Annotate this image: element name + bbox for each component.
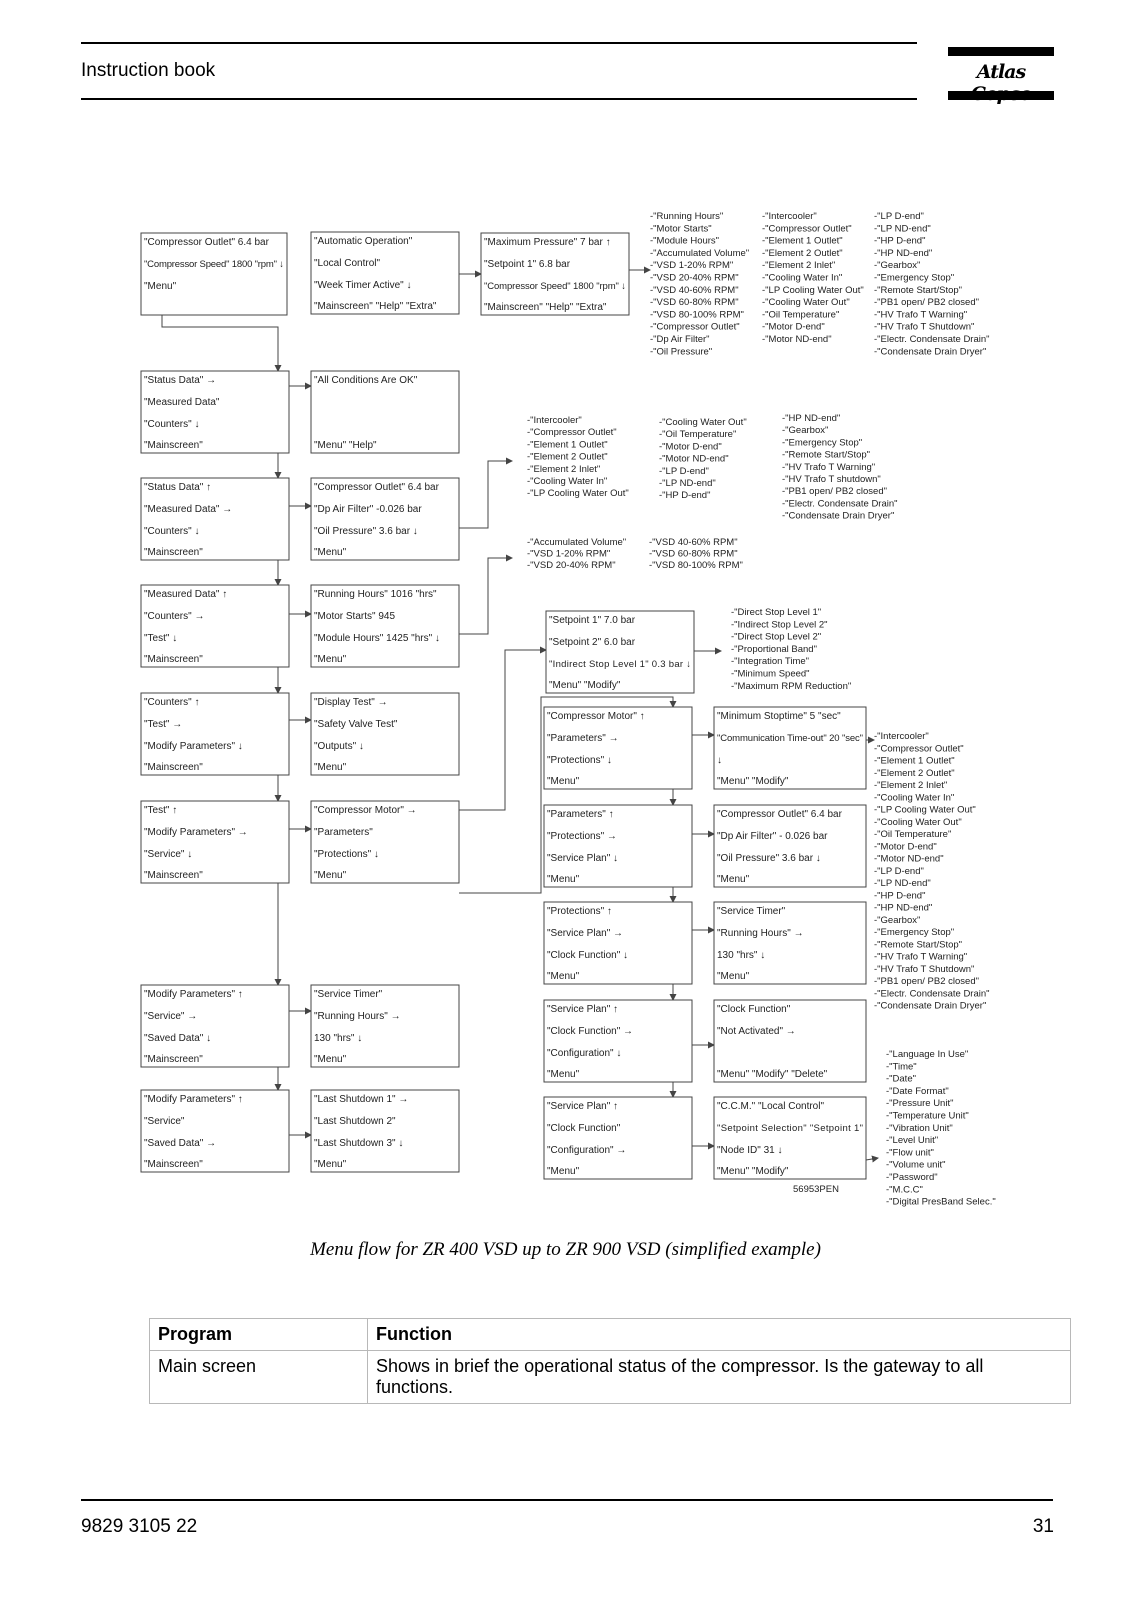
parameter-list-item: -"HP ND-end" — [782, 413, 841, 424]
screen-line: "Menu" — [547, 776, 580, 787]
screen-line: "Test" → — [144, 719, 183, 730]
parameter-list-item: -"LP ND-end" — [874, 223, 931, 235]
parameter-list-item: -"Gearbox" — [782, 425, 829, 437]
parameter-list-item: -"Electr. Condensate Drain" — [782, 498, 898, 510]
parameter-list — [650, 211, 749, 357]
parameter-list-item: -"Cooling Water In" — [527, 476, 608, 487]
menu-screen-box — [544, 805, 692, 887]
parameter-list — [874, 731, 990, 1012]
screen-line: "Measured Data" ↑ — [144, 589, 228, 600]
screen-line: "Service Timer" — [717, 906, 786, 917]
parameter-list-item: -"VSD 60-80% RPM" — [650, 297, 739, 309]
parameter-list-item: -"Motor Starts" — [650, 223, 712, 235]
screen-line: "Service" ↓ — [144, 849, 193, 860]
parameter-list-item: -"VSD 1-20% RPM" — [650, 260, 734, 272]
menu-screen-box — [141, 801, 289, 883]
parameter-list-item: -"Flow unit" — [886, 1147, 934, 1159]
screen-line: "Counters" ↑ — [144, 697, 200, 708]
parameter-list-item: -"LP Cooling Water Out" — [527, 488, 629, 500]
screen-line: "Last Shutdown 2" — [314, 1116, 396, 1127]
screen-line: "Compressor Outlet" 6.4 bar — [314, 482, 439, 493]
menu-screens — [141, 232, 866, 1179]
screen-line: "Menu" "Modify" — [549, 680, 621, 691]
parameter-list-item: -"LP ND-end" — [874, 878, 931, 889]
screen-line: "Outputs" ↓ — [314, 741, 364, 752]
parameter-list-item: -"HP D-end" — [874, 890, 926, 902]
parameter-list-item: -"Motor D-end" — [874, 841, 937, 853]
screen-line: "Compressor Motor" ↑ — [547, 711, 645, 722]
screen-line: "Menu" — [717, 971, 750, 982]
parameter-list — [782, 413, 898, 522]
table-cell-program: Main screen — [150, 1351, 368, 1404]
parameter-list-item: -"Proportional Band" — [731, 643, 817, 655]
screen-line: "Oil Pressure" 3.6 bar ↓ — [314, 526, 418, 537]
parameter-list-item: -"LP Cooling Water Out" — [874, 804, 976, 816]
screen-line: "Setpoint Selection" "Setpoint 1" — [717, 1123, 863, 1134]
parameter-list-item: -"Emergency Stop" — [782, 437, 863, 449]
parameter-list-item: -"Gearbox" — [874, 260, 921, 272]
screen-line: "Menu" — [314, 1054, 347, 1065]
parameter-list-item: -"VSD 60-80% RPM" — [649, 548, 738, 560]
parameter-list-item: -"Electr. Condensate Drain" — [874, 334, 990, 345]
screen-line: "Menu" — [314, 547, 347, 558]
parameter-list-item: -"Intercooler" — [874, 731, 929, 742]
screen-line: "Mainscreen" — [144, 547, 203, 558]
parameter-list-item: -"LP ND-end" — [659, 478, 716, 489]
parameter-list-item: -"Oil Temperature" — [762, 309, 840, 321]
document-number: 9829 3105 22 — [81, 1516, 198, 1537]
screen-line: "Mainscreen" — [144, 870, 203, 881]
screen-line: "Maximum Pressure" 7 bar ↑ — [484, 237, 611, 248]
menu-screen-box — [481, 233, 629, 315]
menu-screen-box — [714, 707, 866, 789]
parameter-list-item: -"HV Trafo T shutdown" — [782, 474, 881, 485]
screen-line: "Menu" — [547, 1166, 580, 1177]
screen-line: "Configuration" → — [547, 1145, 627, 1156]
screen-line: "Service Plan" ↓ — [547, 853, 619, 864]
parameter-list-item: -"Indirect Stop Level 2" — [731, 619, 828, 631]
screen-line: "Protections" ↓ — [314, 849, 379, 860]
screen-line: "Protections" ↓ — [547, 755, 612, 766]
parameter-list-item: -"VSD 40-60% RPM" — [649, 537, 738, 548]
screen-line: "Compressor Motor" → — [314, 805, 417, 816]
table-cell-function: Shows in brief the operational status of the compressor. Is the gateway to all functions. — [368, 1351, 1071, 1404]
screen-line: "Parameters" — [314, 827, 373, 838]
parameter-list-item: -"Maximum RPM Reduction" — [731, 680, 852, 692]
parameter-list-item: -"Remote Start/Stop" — [874, 939, 963, 951]
parameter-list-item: -"Language In Use" — [886, 1049, 969, 1060]
parameter-list-item: -"HV Trafo T Shutdown" — [874, 321, 975, 333]
parameter-list-item: -"Date" — [886, 1073, 916, 1085]
screen-line: "Saved Data" → — [144, 1138, 217, 1149]
parameter-list-item: -"VSD 80-100% RPM" — [649, 560, 743, 571]
screen-line: "Menu" — [314, 1159, 347, 1170]
parameter-list-item: -"Cooling Water Out" — [874, 816, 962, 828]
parameter-list-item: -"Element 2 Outlet" — [762, 247, 843, 259]
screen-line: "Menu" — [547, 971, 580, 982]
parameter-list-item: -"HV Trafo T Shutdown" — [874, 963, 975, 975]
parameter-list-item: -"Integration Time" — [731, 656, 810, 668]
parameter-list-item: -"Volume unit" — [886, 1159, 946, 1171]
menu-screen-box — [714, 1000, 866, 1082]
parameter-list-item: -"Oil Pressure" — [650, 346, 713, 358]
parameter-list — [762, 211, 864, 345]
parameter-list-item: -"Element 1 Outlet" — [762, 235, 843, 247]
table-header-function: Function — [368, 1319, 1071, 1351]
parameter-list-item: -"Motor D-end" — [762, 321, 825, 333]
screen-line: "Compressor Outlet" 6.4 bar — [717, 809, 842, 820]
screen-line: "Setpoint 2" 6.0 bar — [549, 637, 636, 648]
screen-line: "Measured Data" → — [144, 504, 233, 515]
screen-line: "Safety Valve Test" — [314, 719, 398, 730]
parameter-list-item: -"LP Cooling Water Out" — [762, 284, 864, 296]
parameter-list-item: -"Level Unit" — [886, 1135, 939, 1147]
screen-line: "Protections" ↑ — [547, 906, 612, 917]
parameter-list-item: -"Intercooler" — [762, 211, 817, 222]
screen-line: "Display Test" → — [314, 697, 388, 708]
menu-screen-box — [311, 985, 459, 1067]
parameter-list-item: -"Gearbox" — [874, 914, 921, 926]
screen-line: "Status Data" → — [144, 375, 217, 386]
parameter-list-item: -"Cooling Water Out" — [762, 297, 850, 309]
brand-logo: Atlas — [948, 47, 1054, 100]
screen-line: "Counters" ↓ — [144, 526, 200, 537]
parameter-list-item: -"Remote Start/Stop" — [874, 284, 963, 296]
screen-line: ↓ — [717, 755, 722, 766]
screen-line: "Counters" → — [144, 611, 205, 622]
parameter-list-item: -"Cooling Water In" — [762, 272, 843, 284]
parameter-list — [649, 537, 743, 571]
parameter-list-item: -"Element 2 Inlet" — [762, 260, 836, 272]
screen-line: "Running Hours" → — [314, 1011, 401, 1022]
program-table — [149, 1318, 1071, 1404]
screen-line: "Minimum Stoptime" 5 "sec" — [717, 711, 841, 722]
parameter-list-item: -"Oil Temperature" — [659, 429, 737, 441]
screen-line: "Clock Function" ↓ — [547, 950, 629, 961]
parameter-list — [659, 417, 747, 501]
parameter-list-item: -"Element 1 Outlet" — [874, 755, 955, 767]
parameter-list-item: -"Date Format" — [886, 1085, 949, 1097]
screen-line: "Menu" — [314, 654, 347, 665]
parameter-list-item: -"Temperature Unit" — [886, 1110, 969, 1122]
parameter-list-item: -"LP D-end" — [874, 865, 924, 877]
parameter-list-item: -"Compressor Outlet" — [762, 223, 852, 235]
parameter-list-item: -"Password" — [886, 1172, 938, 1183]
screen-line: "Service" → — [144, 1011, 198, 1022]
parameter-list-item: -"M.C.C" — [886, 1184, 923, 1196]
screen-line: 130 "hrs" ↓ — [717, 950, 766, 961]
screen-line: "Mainscreen" — [144, 440, 203, 451]
table-header-program: Program — [150, 1319, 368, 1351]
menu-screen-box — [141, 985, 289, 1067]
screen-line: 130 "hrs" ↓ — [314, 1033, 363, 1044]
page-number: 31 — [1032, 1516, 1054, 1537]
screen-line: "Week Timer Active" ↓ — [314, 280, 412, 291]
parameter-list-item: -"Module Hours" — [650, 235, 720, 247]
parameter-list-item: -"VSD 1-20% RPM" — [527, 548, 611, 560]
menu-screen-box — [714, 1097, 866, 1179]
parameter-list — [731, 607, 851, 692]
screen-line: "Mainscreen" "Help" "Extra" — [484, 302, 607, 313]
screen-line: "Measured Data" — [144, 397, 220, 408]
screen-line: "Service Plan" ↑ — [547, 1101, 619, 1112]
parameter-list — [527, 537, 626, 571]
screen-line: "Dp Air Filter" - 0.026 bar — [717, 831, 828, 842]
footer-rule — [81, 1499, 1053, 1501]
screen-line: "Modify Parameters" ↑ — [144, 989, 243, 1000]
parameter-list-item: -"Condensate Drain Dryer" — [782, 510, 895, 522]
screen-line: "Indirect Stop Level 1" 0.3 bar ↓ — [549, 659, 691, 670]
parameter-list-item: -"VSD 80-100% RPM" — [650, 309, 744, 321]
parameter-list-item: -"Condensate Drain Dryer" — [874, 1000, 987, 1012]
table-row — [150, 1351, 1071, 1404]
menu-screen-box — [311, 585, 459, 667]
menu-screen-box — [544, 1097, 692, 1179]
parameter-list-item: -"Compressor Outlet" — [874, 743, 964, 755]
screen-line: "Menu" "Modify" "Delete" — [717, 1069, 828, 1080]
parameter-list — [527, 415, 629, 499]
screen-line: "Communication Time-out" 20 "sec" — [717, 733, 863, 744]
menu-screen-box — [141, 233, 287, 315]
screen-line: "Not Activated" → — [717, 1026, 796, 1037]
screen-line: "Compressor Speed" 1800 "rpm" ↓ — [144, 259, 284, 270]
screen-line: "Mainscreen" "Help" "Extra" — [314, 301, 437, 312]
screen-line: "Menu" "Modify" — [717, 776, 789, 787]
screen-line: "Running Hours" 1016 "hrs" — [314, 589, 437, 600]
parameter-list-item: -"HV Trafo T Warning" — [874, 309, 968, 321]
screen-line: "Clock Function" — [717, 1004, 791, 1015]
screen-line: "Mainscreen" — [144, 1054, 203, 1065]
document-title: Instruction book — [81, 60, 216, 81]
screen-line: "Running Hours" → — [717, 928, 804, 939]
screen-line: "Service Plan" ↑ — [547, 1004, 619, 1015]
screen-line: "Modify Parameters" → — [144, 827, 248, 838]
menu-screen-box — [141, 1090, 289, 1172]
menu-screen-box — [714, 805, 866, 887]
screen-line: "C.C.M." "Local Control" — [717, 1101, 825, 1112]
parameter-list — [886, 1049, 996, 1208]
parameter-list-item: -"PB1 open/ PB2 closed" — [874, 976, 979, 987]
screen-line: "Clock Function" — [547, 1123, 621, 1134]
parameter-list-item: -"Direct Stop Level 1" — [731, 607, 822, 618]
parameter-list-item: -"Element 2 Inlet" — [874, 780, 948, 791]
screen-line: "Service Plan" → — [547, 928, 624, 939]
parameter-list-item: -"HP D-end" — [659, 490, 711, 502]
parameter-list-item: -"Time" — [886, 1061, 917, 1073]
parameter-list-item: -"Running Hours" — [650, 211, 724, 222]
parameter-list-item: -"LP D-end" — [874, 211, 924, 222]
screen-line: "Dp Air Filter" -0.026 bar — [314, 504, 422, 515]
parameter-list-item: -"HP ND-end" — [874, 247, 933, 259]
parameter-list — [874, 211, 990, 357]
parameter-list-item: -"Oil Temperature" — [874, 829, 952, 840]
parameter-list-item: -"Accumulated Volume" — [527, 537, 627, 548]
parameter-list-item: -"Vibration Unit" — [886, 1122, 953, 1134]
screen-line: "Clock Function" → — [547, 1026, 634, 1037]
screen-line: "Last Shutdown 3" ↓ — [314, 1138, 404, 1149]
screen-line: "Local Control" — [314, 258, 381, 269]
screen-line: "Service" — [144, 1116, 185, 1127]
menu-screen-box — [311, 801, 459, 883]
parameter-list-item: -"Pressure Unit" — [886, 1098, 954, 1110]
parameter-list-item: -"Digital PresBand Selec." — [886, 1196, 996, 1208]
parameter-list-item: -"Motor ND-end" — [874, 853, 944, 865]
screen-line: "Menu" "Help" — [314, 440, 377, 451]
menu-screen-box — [141, 585, 289, 667]
menu-screen-box — [544, 1000, 692, 1082]
figure-caption: Menu flow for ZR 400 VSD up to ZR 900 VSD (simplified example) — [310, 1239, 821, 1260]
screen-line: "Mainscreen" — [144, 1159, 203, 1170]
screen-line: "Mainscreen" — [144, 654, 203, 665]
screen-line: "Service Timer" — [314, 989, 383, 1000]
parameter-list-item: -"Cooling Water In" — [874, 792, 955, 804]
parameter-list-item: -"Direct Stop Level 2" — [731, 631, 822, 643]
parameter-list-item: -"Electr. Condensate Drain" — [874, 988, 990, 1000]
menu-screen-box — [311, 232, 459, 314]
screen-line: "Setpoint 1" 7.0 bar — [549, 615, 636, 626]
screen-line: "Menu" — [717, 874, 750, 885]
menu-screen-box — [141, 371, 289, 453]
screen-line: "Test" ↑ — [144, 805, 178, 816]
parameter-list-item: -"Minimum Speed" — [731, 668, 810, 680]
screen-line: "Node ID" 31 ↓ — [717, 1145, 783, 1156]
menu-screen-box — [714, 902, 866, 984]
screen-line: "Menu" — [547, 1069, 580, 1080]
parameter-list-item: -"Motor ND-end" — [659, 453, 729, 465]
screen-line: "Status Data" ↑ — [144, 482, 212, 493]
parameter-list-item: -"PB1 open/ PB2 closed" — [874, 297, 979, 309]
parameter-list-item: -"Condensate Drain Dryer" — [874, 346, 987, 358]
parameter-list-item: -"VSD 40-60% RPM" — [650, 284, 739, 296]
screen-line: "Motor Starts" 945 — [314, 611, 396, 622]
parameter-list-item: -"VSD 20-40% RPM" — [527, 560, 616, 571]
screen-line: "Modify Parameters" ↓ — [144, 741, 243, 752]
menu-screen-box — [311, 371, 459, 453]
parameter-list-item: -"Accumulated Volume" — [650, 247, 750, 259]
parameter-list-item: -"Cooling Water Out" — [659, 417, 747, 428]
parameter-list-item: -"Motor D-end" — [659, 441, 722, 453]
menu-screen-box — [544, 707, 692, 789]
parameter-list-item: -"Intercooler" — [527, 415, 582, 426]
screen-line: "Modify Parameters" ↑ — [144, 1094, 243, 1105]
parameter-list-item: -"HV Trafo T Warning" — [874, 951, 968, 963]
screen-line: "Menu" — [314, 762, 347, 773]
screen-line: "Configuration" ↓ — [547, 1048, 622, 1059]
menu-screen-box — [546, 611, 694, 693]
screen-line: "Parameters" ↑ — [547, 809, 614, 820]
parameter-list-item: -"PB1 open/ PB2 closed" — [782, 486, 887, 498]
screen-line: "Saved Data" ↓ — [144, 1033, 212, 1044]
screen-line: "Parameters" → — [547, 733, 619, 744]
menu-screen-box — [311, 478, 459, 560]
parameter-list-item: -"Emergency Stop" — [874, 927, 955, 938]
screen-line: "Automatic Operation" — [314, 236, 413, 247]
screen-line: "All Conditions Are OK" — [314, 375, 418, 386]
screen-line: "Compressor Speed" 1800 "rpm" ↓ — [484, 281, 626, 292]
parameter-list-item: -"HP ND-end" — [874, 902, 933, 914]
parameter-list-item: -"Element 2 Inlet" — [527, 463, 601, 475]
parameter-list-item: -"VSD 20-40% RPM" — [650, 272, 739, 284]
parameter-list-item: -"LP D-end" — [659, 465, 709, 477]
parameter-list-item: -"HV Trafo T Warning" — [782, 461, 876, 473]
screen-line: "Compressor Outlet" 6.4 bar — [144, 237, 269, 248]
screen-line: "Test" ↓ — [144, 633, 178, 644]
screen-line: "Last Shutdown 1" → — [314, 1094, 409, 1105]
menu-screen-box — [311, 693, 459, 775]
parameter-list-item: -"Emergency Stop" — [874, 272, 955, 284]
parameter-list-item: -"Remote Start/Stop" — [782, 449, 871, 461]
screen-line: "Menu" — [144, 281, 177, 292]
screen-line: "Mainscreen" — [144, 762, 203, 773]
screen-line: "Setpoint 1" 6.8 bar — [484, 259, 571, 270]
parameter-list-item: -"Motor ND-end" — [762, 334, 832, 345]
figure-code: 56953PEN — [793, 1184, 839, 1195]
screen-line: "Menu" "Modify" — [717, 1166, 789, 1177]
screen-line: "Module Hours" 1425 "hrs" ↓ — [314, 633, 440, 644]
parameter-list-item: -"Dp Air Filter" — [650, 334, 710, 345]
parameter-list-item: -"Compressor Outlet" — [650, 321, 740, 333]
screen-line: "Counters" ↓ — [144, 419, 200, 430]
screen-line: "Oil Pressure" 3.6 bar ↓ — [717, 853, 821, 864]
parameter-list-item: -"Element 2 Outlet" — [874, 767, 955, 779]
menu-screen-box — [141, 478, 289, 560]
parameter-list-item: -"HP D-end" — [874, 235, 926, 247]
parameter-list-item: -"Compressor Outlet" — [527, 427, 617, 439]
menu-screen-box — [311, 1090, 459, 1172]
screen-line: "Protections" → — [547, 831, 617, 842]
parameter-list-item: -"Element 2 Outlet" — [527, 451, 608, 463]
parameter-list-item: -"Element 1 Outlet" — [527, 439, 608, 451]
screen-line: "Menu" — [547, 874, 580, 885]
menu-screen-box — [141, 693, 289, 775]
menu-screen-box — [544, 902, 692, 984]
screen-line: "Menu" — [314, 870, 347, 881]
